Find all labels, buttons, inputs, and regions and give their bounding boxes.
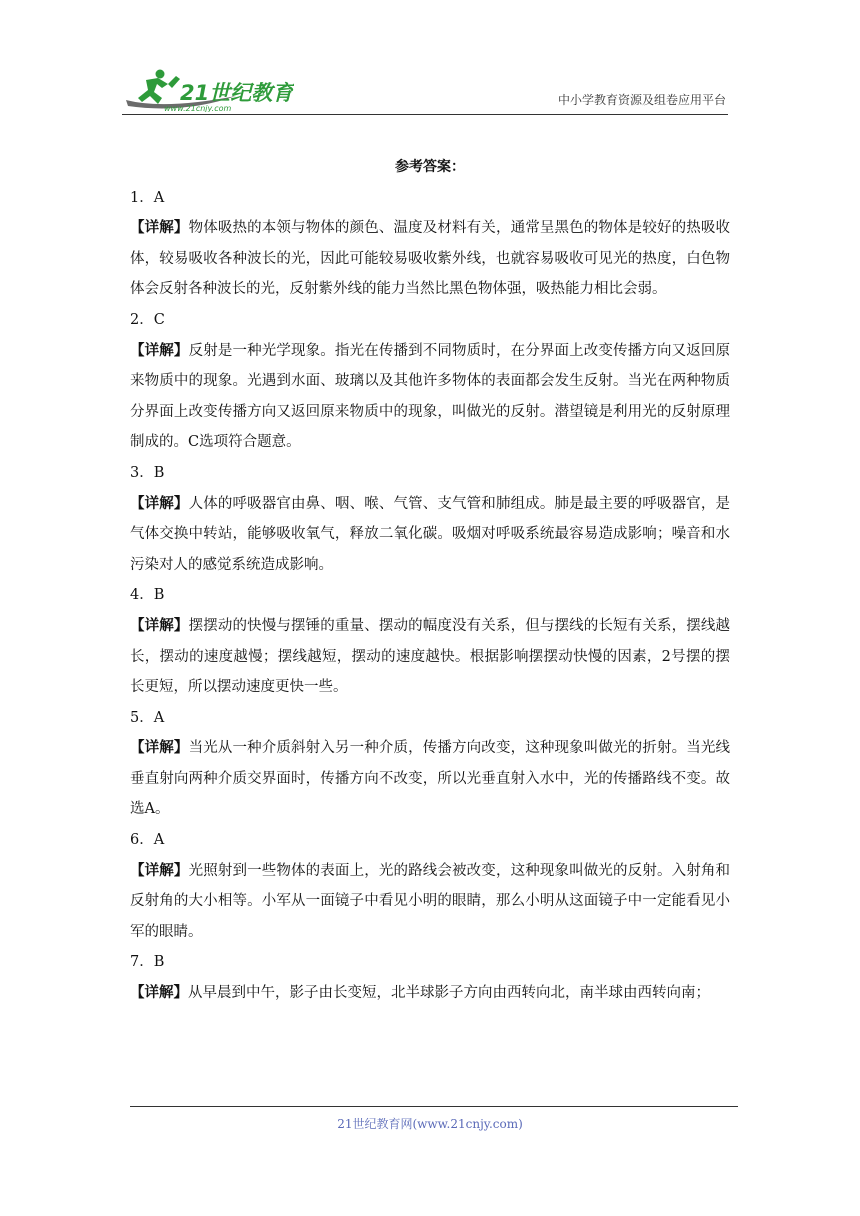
answer-item-5 xyxy=(130,703,730,825)
question-number: 2．C xyxy=(130,311,165,328)
footer-divider xyxy=(130,1106,738,1107)
question-number: 1．A xyxy=(130,189,165,206)
answer-detail xyxy=(130,978,730,1009)
question-number: 4．B xyxy=(130,587,165,604)
answer-detail xyxy=(130,733,730,825)
answer-content xyxy=(130,152,730,1009)
answer-detail xyxy=(130,489,730,581)
answer-detail xyxy=(130,856,730,948)
detail-tag: 【详解】 xyxy=(130,739,189,757)
footer-text: 21世纪教育网(www.21cnjy.com) xyxy=(337,1117,523,1131)
answer-detail xyxy=(130,611,730,703)
detail-text: 当光从一种介质斜射入另一种介质，传播方向改变，这种现象叫做光的折射。当光线垂直射向两种介质交界面时，传播方向不改变，所以光垂直射入水中，光的传播路线不变。故选A。 xyxy=(130,740,731,818)
svg-text:www.21cnjy.com: www.21cnjy.com xyxy=(164,104,232,112)
question-number: 5．A xyxy=(130,709,165,726)
detail-text: 摆摆动的快慢与摆锤的重量、摆动的幅度没有关系，但与摆线的长短有关系，摆线越长，摆动的速度越慢；摆线越短，摆动的速度越快。根据影响摆摆动快慢的因素，2号摆的摆长更短，所以摆动速度更快一些。 xyxy=(130,617,731,696)
page-header xyxy=(122,66,728,115)
21cnjy-logo xyxy=(124,66,294,112)
detail-tag: 【详解】 xyxy=(130,341,189,359)
answer-item-1 xyxy=(130,183,730,305)
detail-tag: 【详解】 xyxy=(130,494,189,512)
answer-detail xyxy=(130,336,730,458)
detail-text: 物体吸热的本领与物体的颜色、温度及材料有关，通常呈黑色的物体是较好的热吸收体，较易吸收各种波长的光，因此可能较易吸收紫外线，也就容易吸收可见光的热度，白色物体会反射各种波长的光，反射紫外线的能力当然比黑色物体强，吸热能力相比会弱。 xyxy=(130,220,731,298)
answer-item-4 xyxy=(130,580,730,702)
platform-label: 中小学教育资源及组卷应用平台 xyxy=(557,93,726,107)
question-number: 3．B xyxy=(130,464,165,481)
answer-detail xyxy=(130,213,730,305)
question-number: 6．A xyxy=(130,832,165,849)
answer-item-3 xyxy=(130,458,730,580)
answer-item-6 xyxy=(130,825,730,947)
answers-title: 参考答案： xyxy=(395,159,465,175)
svg-text:21世纪教育: 21世纪教育 xyxy=(180,81,294,105)
answer-item-7 xyxy=(130,947,730,1008)
detail-tag: 【详解】 xyxy=(130,219,189,237)
detail-tag: 【详解】 xyxy=(130,861,189,879)
detail-text: 光照射到一些物体的表面上，光的路线会被改变，这种现象叫做光的反射。入射角和反射角的大小相等。小军从一面镜子中看见小明的眼睛，那么小明从这面镜子中一定能看见小军的眼睛。 xyxy=(130,862,731,940)
detail-tag: 【详解】 xyxy=(130,984,188,1002)
detail-text: 人体的呼吸器官由鼻、咽、喉、气管、支气管和肺组成。肺是最主要的呼吸器官，是气体交换中转站，能够吸收氧气，释放二氧化碳。吸烟对呼吸系统最容易造成影响；噪音和水污染对人的感觉系统造成影响。 xyxy=(130,495,731,573)
question-number: 7．B xyxy=(130,954,165,971)
detail-tag: 【详解】 xyxy=(130,616,189,634)
detail-text: 从早晨到中午，影子由长变短，北半球影子方向由西转向北，南半球由西转向南； xyxy=(188,985,710,1002)
answer-item-2 xyxy=(130,305,730,458)
detail-text: 反射是一种光学现象。指光在传播到不同物质时，在分界面上改变传播方向又返回原来物质中的现象。光遇到水面、玻璃以及其他许多物体的表面都会发生反射。当光在两种物质分界面上改变传播方向又返回原来物质中的现象，叫做光的反射。潜望镜是利用光的反射原理制成的。C选项符合题意。 xyxy=(130,342,731,451)
